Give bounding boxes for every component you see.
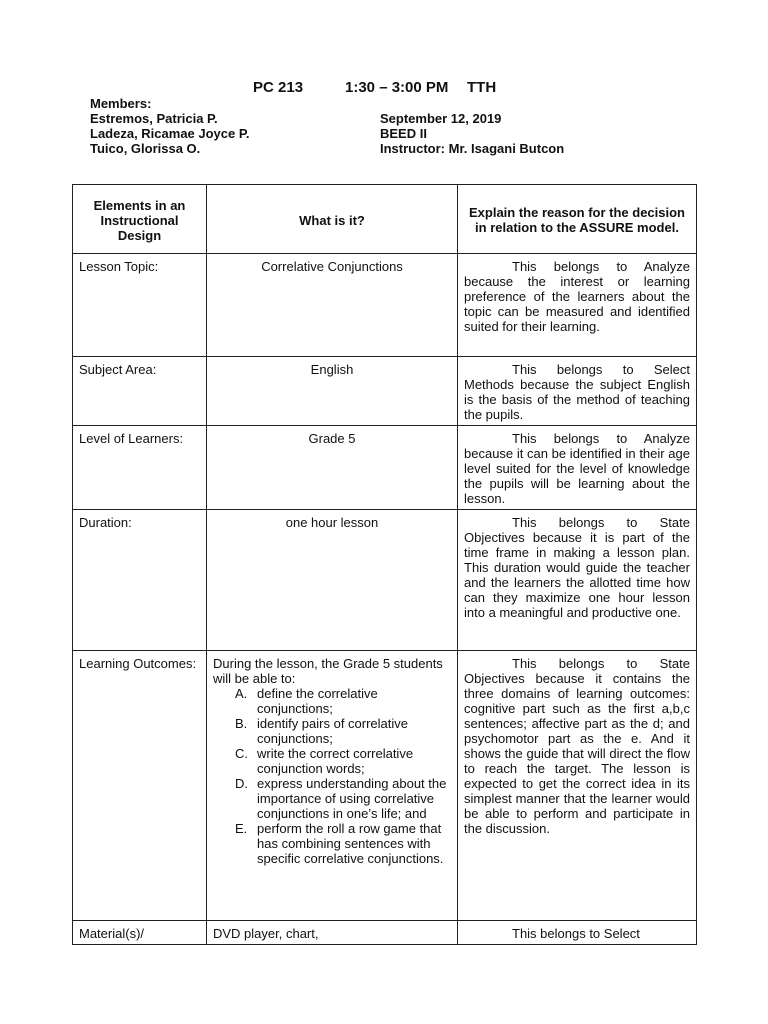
list-item: E. perform the roll a row game that has combining sentences with specific correlative conjunctions. bbox=[235, 821, 444, 866]
member-name: Tuico, Glorissa O. bbox=[90, 141, 201, 156]
instructor-label: Instructor: Mr. Isagani Butcon bbox=[380, 141, 565, 156]
instructional-design-table bbox=[72, 184, 697, 945]
reason-cell: This belongs to Analyze because it can be identified in their age level suited for the level of knowledge the pupils will be learning about the lesson. bbox=[458, 426, 697, 510]
members-block bbox=[90, 96, 249, 156]
document-date: September 12, 2019 bbox=[380, 111, 502, 126]
table-row bbox=[73, 426, 697, 510]
class-time: 1:30 – 3:00 PM bbox=[345, 79, 449, 96]
member-name: Estremos, Patricia P. bbox=[90, 111, 218, 126]
reason-cell: This belongs to State Objectives because it contains the three domains of learning outcomes: cognitive part such as the first a,b,c sentences; affective part as the d; and psychomotor part as the e. And it shows the guide that will direct the flow to reach the target. The lesson is expected to get the correct idea in its simplest manner that the learner would be able to perform and participate in the discussion. bbox=[458, 651, 697, 921]
members-label: Members: bbox=[90, 96, 152, 111]
what-cell bbox=[207, 651, 458, 921]
meta-block bbox=[380, 111, 564, 156]
reason-cell: This belongs to State Objectives because it is part of the time frame in making a lesson plan. This duration would guide the teacher and the learners the allotted time how can they maximize one hour lesson into a meaningful and productive one. bbox=[458, 510, 697, 651]
table-row bbox=[73, 921, 697, 945]
program-label: BEED II bbox=[380, 126, 427, 141]
outcomes-intro: During the lesson, the Grade 5 students will be able to: bbox=[213, 656, 443, 686]
reason-cell: This belongs to Analyze because the interest or learning preference of the learners about the topic can be measured and identified suited for their learning. bbox=[458, 254, 697, 357]
outcomes-list bbox=[213, 686, 451, 866]
what-cell: DVD player, chart, bbox=[207, 921, 458, 945]
element-cell: Learning Outcomes: bbox=[73, 651, 207, 921]
reason-cell: This belongs to Select bbox=[458, 921, 697, 945]
course-code: PC 213 bbox=[253, 79, 304, 96]
list-item: B. identify pairs of correlative conjunctions; bbox=[235, 716, 409, 746]
what-cell: one hour lesson bbox=[207, 510, 458, 651]
element-cell: Level of Learners: bbox=[73, 426, 207, 510]
what-cell: Grade 5 bbox=[207, 426, 458, 510]
reason-cell: This belongs to Select Methods because the subject English is the basis of the method of teaching the pupils. bbox=[458, 357, 697, 426]
table-header-row bbox=[73, 185, 697, 254]
table-row bbox=[73, 357, 697, 426]
member-name: Ladeza, Ricamae Joyce P. bbox=[90, 126, 250, 141]
what-cell: Correlative Conjunctions bbox=[207, 254, 458, 357]
table-row bbox=[73, 510, 697, 651]
element-cell: Duration: bbox=[73, 510, 207, 651]
column-header: Explain the reason for the decision in relation to the ASSURE model. bbox=[458, 185, 697, 254]
table-row bbox=[73, 254, 697, 357]
column-header: Elements in an Instructional Design bbox=[73, 185, 207, 254]
table-row bbox=[73, 651, 697, 921]
list-item: D. express understanding about the importance of using correlative conjunctions in one’s life; and bbox=[235, 776, 447, 821]
what-cell: English bbox=[207, 357, 458, 426]
element-cell: Lesson Topic: bbox=[73, 254, 207, 357]
class-days: TTH bbox=[467, 79, 497, 96]
column-header: What is it? bbox=[207, 185, 458, 254]
element-cell: Subject Area: bbox=[73, 357, 207, 426]
list-item: A. define the correlative conjunctions; bbox=[235, 686, 378, 716]
list-item: C. write the correct correlative conjunction words; bbox=[235, 746, 414, 776]
element-cell: Material(s)/ bbox=[73, 921, 207, 945]
